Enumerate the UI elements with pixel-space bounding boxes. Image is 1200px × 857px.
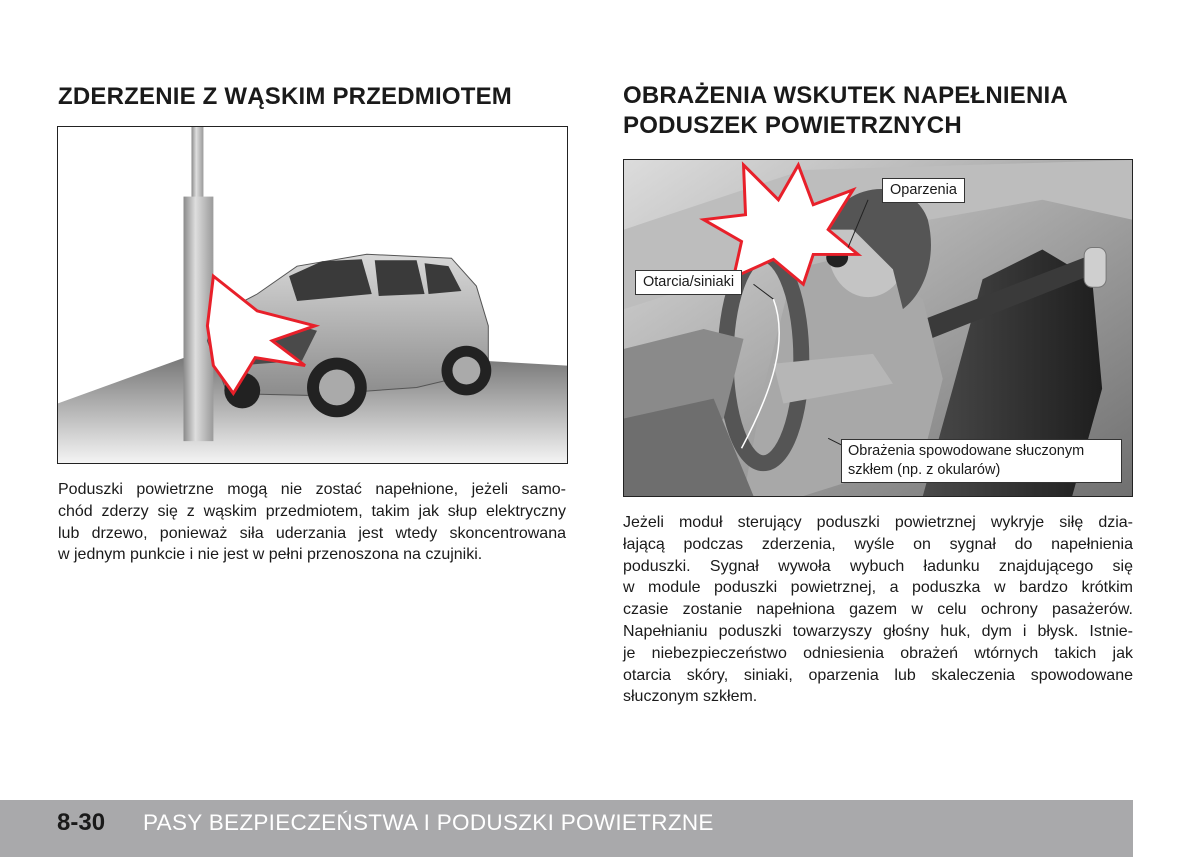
- paragraph-narrow-object: [58, 479, 566, 566]
- text-line: chód zderzy się z wąskim przedmiotem, takim jak słup elektryczny: [58, 502, 566, 520]
- text-line: czasie zostanie napełniona gazem w celu ochrony pasażerów.: [623, 601, 1133, 619]
- figure-car-hitting-pole: [57, 126, 568, 464]
- callout-line: Obrażenia spowodowane słuczonym: [848, 443, 1085, 459]
- callout-burns: Oparzenia: [882, 178, 965, 203]
- text-line: Poduszki powietrzne mogą nie zostać napełnione, jeżeli samo-: [58, 481, 566, 498]
- heading-line: PODUSZEK POWIETRZNYCH: [623, 112, 962, 139]
- text-line: w jednym punkcie i nie jest w pełni przenoszona na czujniki.: [58, 546, 483, 564]
- heading-line: OBRAŻENIA WSKUTEK NAPEŁNIENIA: [623, 82, 1068, 109]
- callout-glass-injuries: [841, 439, 1122, 483]
- heading-airbag-injuries: [623, 81, 1143, 141]
- text-line: lub drzewo, ponieważ siła uderzania jest wtedy skoncentrowana: [58, 524, 566, 542]
- car-pole-illustration: [58, 127, 567, 463]
- text-line: poduszki. Sygnał wywoła wybuch ładunku znajdującego się: [623, 557, 1133, 575]
- page-number: 8-30: [57, 809, 106, 836]
- text-line: słuczonym szkłem.: [623, 688, 758, 706]
- paragraph-airbag-injuries: [623, 512, 1133, 708]
- figure-airbag-injuries: [623, 159, 1133, 497]
- heading-narrow-object-collision: ZDERZENIE Z WĄSKIM PRZEDMIOTEM: [58, 83, 512, 110]
- text-line: łającą podczas zderzenia, wyśle on sygnał do napełnienia: [623, 535, 1133, 553]
- text-line: je niebezpieczeństwo odniesienia obrażeń wtórnych takich jak: [623, 644, 1133, 662]
- section-title: PASY BEZPIECZEŃSTWA I PODUSZKI POWIETRZNE: [143, 810, 714, 835]
- text-line: Napełnianiu poduszki towarzyszy głośny huk, dym i błysk. Istnie-: [623, 622, 1133, 640]
- text-line: w module poduszki powietrznej, a poduszka w bardzo krótkim: [623, 579, 1133, 597]
- pole-top: [191, 127, 203, 207]
- callout-line: szkłem (np. z okularów): [848, 462, 1001, 478]
- callout-abrasions: Otarcia/siniaki: [635, 270, 742, 295]
- text-line: otarcia skóry, siniaki, oparzenia lub skaleczenia spowodowane: [623, 666, 1133, 684]
- text-line: Jeżeli moduł sterujący poduszki powietrznej wykryje siłę dzia-: [623, 514, 1133, 531]
